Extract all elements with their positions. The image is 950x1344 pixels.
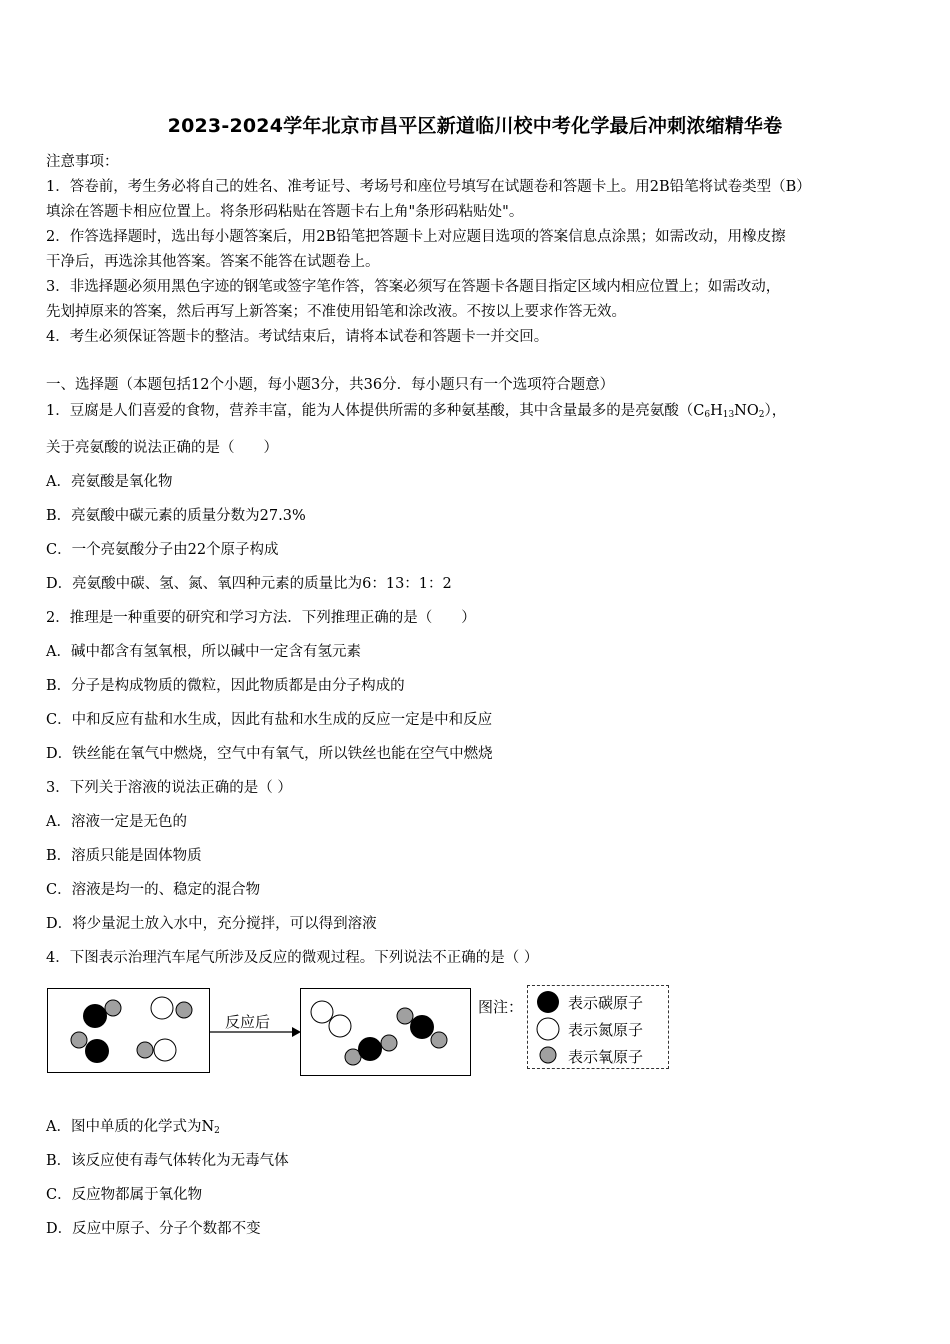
- q4-option-a: [46, 1117, 220, 1141]
- q2-option-b: B．分子是构成物质的微粒，因此物质都是由分子构成的: [46, 678, 405, 694]
- q3-option-d: D．将少量泥土放入水中，充分搅拌，可以得到溶液: [46, 916, 377, 932]
- q1-option-d: D．亮氨酸中碳、氢、氮、氧四种元素的质量比为6：13：1：2: [46, 576, 452, 592]
- q2-option-c: C．中和反应有盐和水生成，因此有盐和水生成的反应一定是中和反应: [46, 712, 493, 728]
- legend-row-nitrogen: [536, 1016, 644, 1042]
- notice-heading: 注意事项：: [46, 154, 119, 170]
- products-box: [300, 988, 471, 1076]
- q4-option-c: C．反应物都属于氧化物: [46, 1187, 203, 1203]
- q1-h: H: [710, 403, 723, 419]
- carbon-atom: [83, 1004, 107, 1028]
- oxygen-atom: [137, 1042, 153, 1058]
- q4-option-b: B．该反应使有毒气体转化为无毒气体: [46, 1153, 289, 1169]
- q4-option-a-sub: 2: [214, 1126, 220, 1136]
- question-3-stem: 3．下列关于溶液的说法正确的是（ ）: [46, 780, 292, 796]
- nitrogen-atom-icon: [536, 1016, 564, 1042]
- notice-line: 1．答卷前，考生务必将自己的姓名、准考证号、考场号和座位号填写在试题卷和答题卡上。用2B铅笔将试卷类型（B）: [46, 179, 811, 195]
- q4-option-a-text: A．图中单质的化学式为N: [46, 1119, 215, 1135]
- carbon-atom-icon: [536, 989, 564, 1015]
- product-molecules: [301, 989, 470, 1075]
- page-title: 2023-2024学年北京市昌平区新道临川校中考化学最后冲刺浓缩精华卷: [167, 115, 783, 137]
- q1-sub-6: 6: [704, 410, 711, 420]
- q1-option-b: B．亮氨酸中碳元素的质量分数为27.3%: [46, 508, 306, 524]
- legend-row-oxygen: [536, 1043, 644, 1069]
- nitrogen-atom: [329, 1015, 351, 1037]
- question-4-stem: 4．下图表示治理汽车尾气所涉及反应的微观过程。下列说法不正确的是（ ）: [46, 950, 539, 966]
- q2-option-d: D．铁丝能在氧气中燃烧，空气中有氧气，所以铁丝也能在空气中燃烧: [46, 746, 493, 762]
- q1-stem-text: 1．豆腐是人们喜爱的食物，营养丰富，能为人体提供所需的多种氨基酸，其中含量最多的是亮氨酸（C: [46, 403, 705, 419]
- q3-option-c: C．溶液是均一的、稳定的混合物: [46, 882, 261, 898]
- nitrogen-atom: [151, 997, 173, 1019]
- legend-box: [527, 985, 669, 1069]
- reaction-arrow-icon: [208, 1026, 302, 1038]
- question-1-stem: [46, 401, 786, 425]
- q1-option-c: C．一个亮氨酸分子由22个原子构成: [46, 542, 279, 558]
- legend-label-carbon: 表示碳原子: [568, 994, 644, 1012]
- reactant-molecules: [48, 989, 209, 1072]
- q1-stem-end: ），: [764, 403, 787, 419]
- q1-option-a: A．亮氨酸是氧化物: [46, 474, 173, 490]
- oxygen-atom: [105, 1000, 121, 1016]
- question-1-stem-line2: 关于亮氨酸的说法正确的是（ ）: [46, 440, 278, 456]
- oxygen-atom: [71, 1032, 87, 1048]
- notice-line: 干净后，再选涂其他答案。答案不能答在试题卷上。: [46, 254, 380, 270]
- arrow-label: 反应后: [225, 1013, 271, 1031]
- q3-option-a: A．溶液一定是无色的: [46, 814, 187, 830]
- legend-row-carbon: [536, 989, 644, 1015]
- oxygen-atom: [176, 1002, 192, 1018]
- notice-line: 4．考生必须保证答题卡的整洁。考试结束后，请将本试卷和答题卡一并交回。: [46, 329, 549, 345]
- q4-option-d: D．反应中原子、分子个数都不变: [46, 1221, 261, 1237]
- nitrogen-atom: [311, 1001, 333, 1023]
- q1-sub-13: 13: [722, 410, 735, 420]
- legend-title: 图注：: [478, 998, 524, 1016]
- legend-label-nitrogen: 表示氮原子: [568, 1021, 644, 1039]
- legend-label-oxygen: 表示氧原子: [568, 1048, 644, 1066]
- oxygen-atom: [397, 1008, 413, 1024]
- carbon-atom: [358, 1037, 382, 1061]
- notice-line: 2．作答选择题时，选出每小题答案后，用2B铅笔把答题卡上对应题目选项的答案信息点涂黑；如需改动，用橡皮擦: [46, 229, 786, 245]
- q2-option-a: A．碱中都含有氢氧根，所以碱中一定含有氢元素: [46, 644, 361, 660]
- oxygen-atom-icon: [536, 1043, 564, 1067]
- carbon-atom: [85, 1039, 109, 1063]
- reactants-box: [47, 988, 210, 1073]
- q3-option-b: B．溶质只能是固体物质: [46, 848, 202, 864]
- nitrogen-atom: [154, 1039, 176, 1061]
- oxygen-atom: [431, 1032, 447, 1048]
- q1-sub-2: 2: [758, 410, 765, 420]
- question-2-stem: 2．推理是一种重要的研究和学习方法．下列推理正确的是（ ）: [46, 610, 476, 626]
- notice-line: 先划掉原来的答案，然后再写上新答案；不准使用铅笔和涂改液。不按以上要求作答无效。: [46, 304, 626, 320]
- carbon-atom: [410, 1015, 434, 1039]
- notice-line: 填涂在答题卡相应位置上。将条形码粘贴在答题卡右上角"条形码粘贴处"。: [46, 204, 524, 220]
- oxygen-atom: [381, 1035, 397, 1051]
- notice-line: 3．非选择题必须用黑色字迹的钢笔或签字笔作答，答案必须写在答题卡各题目指定区域内相应位置上；如需改动，: [46, 279, 781, 295]
- section-heading: 一、选择题（本题包括12个小题，每小题3分，共36分．每小题只有一个选项符合题意）: [46, 377, 615, 393]
- q1-no: NO: [734, 403, 759, 419]
